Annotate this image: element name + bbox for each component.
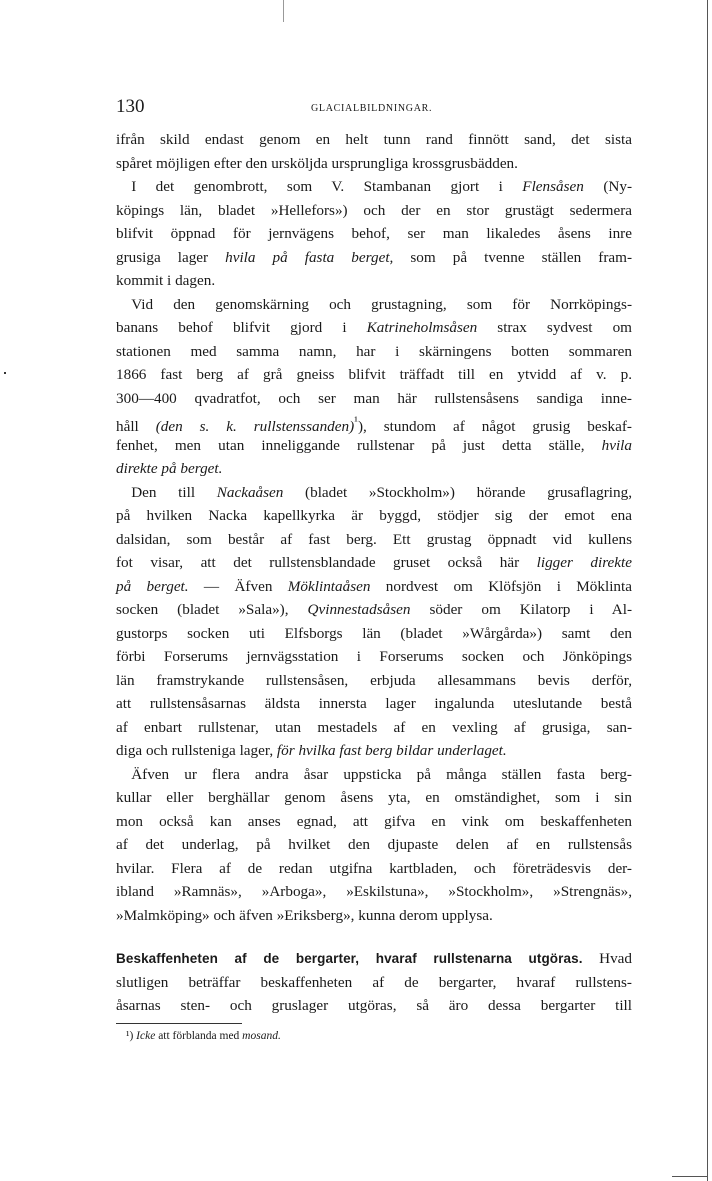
scan-edge-line-right (707, 0, 708, 1181)
text-line: på berget. — Äfven Möklintaåsen nordvest om Klöfsjön i Möklinta (116, 577, 632, 595)
footnote-ref: ¹ (354, 414, 358, 428)
text-line: förbi Forserums jernvägsstation i Forserums socken och Jönköpings (116, 648, 632, 665)
text-line: Beskaffenheten af de bergarter, hvaraf rullstenarna utgöras. Hvad (116, 950, 632, 967)
text-line: åsarnas sten- och gruslager utgöras, så äro dessa bergarter till (116, 997, 632, 1014)
scan-edge-tick-bottom (672, 1176, 708, 1177)
footnote-marker: ¹) (126, 1030, 134, 1042)
footnote-divider (116, 1023, 242, 1024)
text-line: mon också kan anses egnad, att gifva en vink om beskaffenheten (116, 812, 632, 830)
footnote: ¹) Icke att förblanda med mosand. (126, 1030, 281, 1042)
text-line: kommit i dagen. (116, 272, 216, 289)
text-line: köpings län, bladet »Hellefors») och der en stor grustägt sedermera (116, 201, 632, 219)
text-line: 300—400 qvadratfot, och ser man här rullstensåsens sandiga inne- (116, 389, 632, 407)
text-line: län framstrykande rullstensåsen, erbjuda allesammans bevis derför, (116, 671, 632, 689)
text-line: kullar eller berghällar genom åsens yta, en omständighet, som i sin (116, 789, 632, 806)
text-line: ifrån skild endast genom en helt tunn rand finnött sand, det sista (116, 131, 632, 148)
text-line: dalsidan, som består af fast berg. Ett grustag öppnadt vid kullens (116, 530, 632, 548)
text-line: spåret möjligen efter den ursköljda ursprungliga krossgrusbädden. (116, 154, 518, 172)
text-line: fot visar, att det rullstensblandade gruset också här ligger direkte (116, 554, 632, 571)
text-line: gustorps socken uti Elfsborgs län (bladet »Wårgårda») samt den (116, 624, 632, 642)
text-line: »Malmköping» och äfven »Eriksberg», kunna derom upplysa. (116, 906, 493, 924)
text-line: hvilar. Flera af de redan utgifna kartbladen, och företrädesvis der- (116, 859, 632, 877)
text-line: Äfven ur flera andra åsar uppsticka på många ställen fasta berg- (131, 765, 632, 783)
text-line: I det genombrott, som V. Stambanan gjort i Flensåsen (Ny- (131, 178, 632, 195)
scan-edge-mark-top (283, 0, 284, 22)
text-line: ibland »Ramnäs», »Arboga», »Eskilstuna», »Stockholm», »Strengnäs», (116, 883, 632, 900)
text-line: att rullstensåsarnas äldsta innersta lager ingalunda uteslutande bestå (116, 695, 632, 712)
page-header (116, 96, 632, 120)
running-title: GLACIALBILDNINGAR. (311, 103, 433, 114)
text-line: Den till Nackaåsen (bladet »Stockholm») hörande grusaflagring, (131, 483, 632, 501)
text-line: diga och rullsteniga lager, för hvilka fast berg bildar underlaget. (116, 742, 507, 759)
section-heading: Beskaffenheten af de bergarter, hvaraf rullstenarna utgöras. (116, 951, 583, 966)
text-line: håll (den s. k. rullstenssanden)$^{^1}$), stundom af något grusig beskaf- (116, 414, 632, 436)
text-line: 1866 fast berg af grå gneiss blifvit träffadt till en ytvidd af v. p. (116, 366, 632, 383)
text-line: stationen med samma namn, har i skärningens botten sommaren (116, 342, 632, 360)
text-line: på hvilken Nacka kapellkyrka är byggd, stödjer sig der emot ena (116, 507, 632, 524)
body-text (116, 128, 632, 1018)
text-line: af det underlag, på hvilket den djupaste delen af en rullstensås (116, 836, 632, 853)
text-line: grusiga lager hvila på fasta berget, som på tvenne ställen fram- (116, 248, 632, 266)
text-line: slutligen beträffar beskaffenheten af de bergarter, hvaraf rullstens- (116, 973, 632, 991)
text-line: fenhet, men utan inneliggande rullstenar på just detta ställe, hvila (116, 436, 632, 454)
section-gap (116, 927, 632, 947)
text-line: af enbart rullstenar, utan mestadels af en vexling af grusiga, san- (116, 718, 632, 736)
page-number: 130 (116, 96, 145, 117)
scan-speck (4, 372, 6, 374)
text-line: Vid den genomskärning och grustagning, som för Norrköpings- (131, 295, 632, 313)
text-line: direkte på berget. (116, 460, 223, 477)
text-line: banans behof blifvit gjord i Katrineholmsåsen strax sydvest om (116, 319, 632, 336)
text-line: socken (bladet »Sala»), Qvinnestadsåsen söder om Kilatorp i Al- (116, 601, 633, 618)
text-line: blifvit öppnad för jernvägens behof, ser man likaledes åsens inre (116, 225, 632, 242)
